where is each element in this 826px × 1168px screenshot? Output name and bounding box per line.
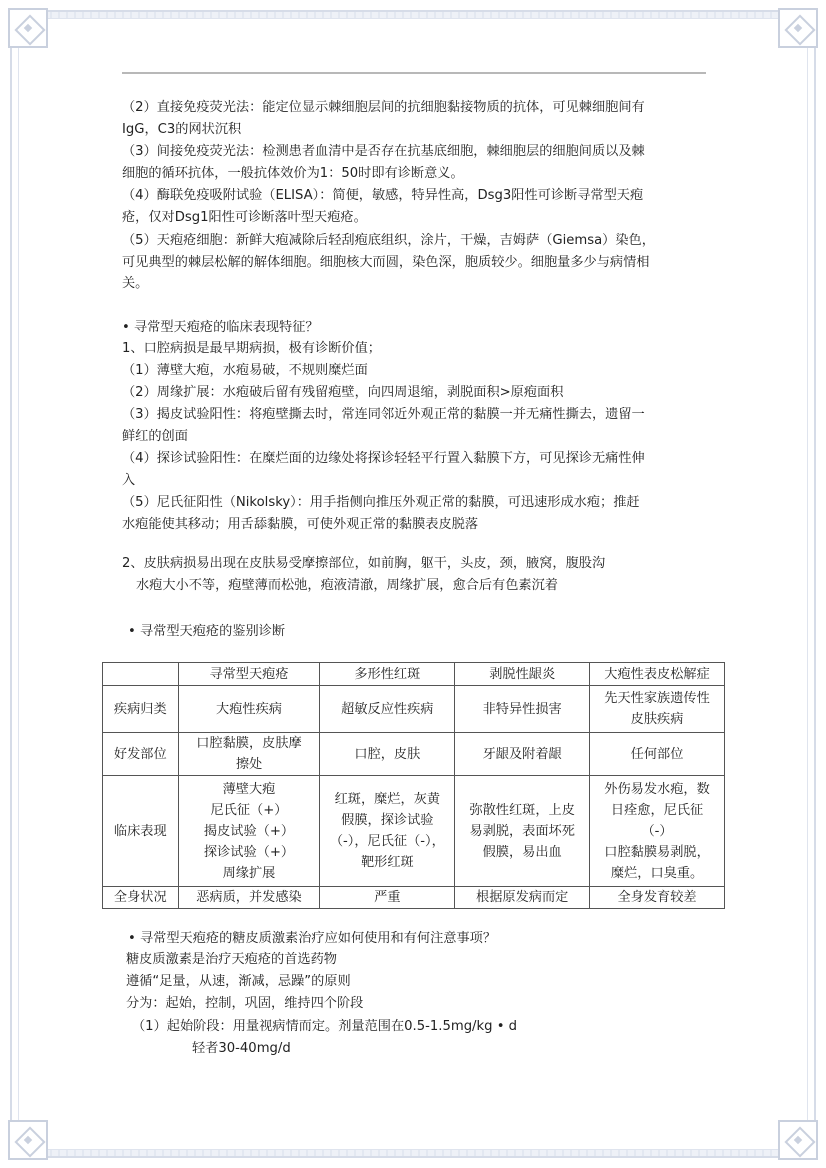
cell-line: 红斑，糜烂，灰黄	[334, 792, 441, 807]
cell-line: 恶病质，并发感染	[196, 890, 302, 905]
cell-line: 尼氏征（+）	[210, 802, 288, 818]
cell-line: 糜烂，口臭重。	[610, 865, 704, 881]
diagnosis-line-3: （3）间接免疫荧光法：检测患者血清中是否存在抗基底细胞，棘细胞层的细胞间质以及棘	[122, 144, 645, 159]
diagnosis-line-5: （4）酶联免疫吸附试验（ELISA）：简便，敏感，特异性高，Dsg3阳性可诊断寻常型天疱	[122, 188, 644, 203]
cell-line: 假膜，探诊试验	[341, 813, 434, 828]
cell-line: 非特异性损害	[482, 701, 562, 717]
cell-line: 任何部位	[630, 746, 684, 762]
cell-line: 日痊愈，尼氏征	[610, 802, 704, 818]
table-cell	[178, 776, 320, 887]
cell-line: 全身发育较差	[617, 890, 697, 905]
diagnosis-line-6: 疮，仅对Dsg1阳性可诊断落叶型天疱疮。	[122, 210, 367, 225]
clinical-line-5: 鲜红的创面	[122, 429, 188, 444]
table-cell	[320, 776, 455, 887]
clinical-line-7: 入	[122, 473, 136, 488]
steroid-heading: • 寻常型天疱疮的糖皮质激素治疗应如何使用和有何注意事项？	[128, 931, 497, 946]
cell-line: （-），尼氏征（-），	[329, 834, 445, 849]
table-header-cell	[103, 663, 179, 686]
table-cell	[320, 733, 455, 776]
clinical-line-2: （1）薄壁大疱，水疱易破，不规则糜烂面	[122, 363, 368, 378]
clinical-line-9: 水疱能使其移动；用舌舔黏膜，可使外观正常的黏膜表皮脱落	[122, 517, 479, 532]
cell-line: 擦处	[235, 757, 263, 772]
diagnosis-line-9: 关。	[122, 276, 149, 291]
clinical-heading: • 寻常型天疱疮的临床表现特征？	[122, 320, 319, 335]
cell-line: 口腔黏膜，皮肤摩	[196, 736, 302, 751]
corner-ornament-top-left	[8, 8, 48, 48]
cell-line: 易剥脱，表面坏死	[469, 823, 575, 839]
clinical-line-3: （2）周缘扩展：水疱破后留有残留疱壁，向四周退缩，剥脱面积>原疱面积	[122, 385, 564, 400]
table-cell	[178, 686, 320, 733]
table-cell	[178, 887, 320, 909]
table-header-cell: 大疱性表皮松解症	[590, 663, 725, 686]
table-cell	[455, 776, 590, 887]
table-cell	[590, 776, 725, 887]
diff-heading: • 寻常型天疱疮的鉴别诊断	[128, 624, 286, 639]
row-label: 好发部位	[103, 733, 179, 776]
cell-line: 口腔黏膜易剥脱，	[604, 844, 710, 860]
cell-line: 揭皮试验（+）	[203, 823, 295, 839]
table-header-cell: 多形性红斑	[320, 663, 455, 686]
header-rule	[122, 72, 706, 74]
table-cell	[455, 887, 590, 909]
table-header-cell: 剥脱性龈炎	[455, 663, 590, 686]
cell-line: 根据原发病而定	[476, 890, 569, 905]
corner-ornament-bottom-left	[8, 1120, 48, 1160]
cell-line: 大疱性疾病	[216, 701, 282, 717]
table-cell	[590, 887, 725, 909]
table-header-row	[103, 663, 725, 686]
cell-line: 口腔，皮肤	[354, 746, 421, 762]
cell-line: 探诊试验（+）	[203, 844, 295, 860]
cell-line: 严重	[374, 890, 401, 905]
cell-line: 超敏反应性疾病	[341, 701, 434, 717]
cell-line: 牙龈及附着龈	[482, 746, 562, 762]
cell-line: 靶形红斑	[360, 855, 414, 870]
clinical-line-1: 1、口腔病损是最早期病损，极有诊断价值；	[122, 341, 381, 356]
table-cell	[455, 733, 590, 776]
cell-line: 假膜，易出血	[482, 844, 562, 860]
clinical-line-6: （4）探诊试验阳性：在糜烂面的边缘处将探诊轻轻平行置入黏膜下方，可见探诊无痛性伸	[122, 451, 645, 466]
table-row	[103, 887, 725, 909]
row-label: 疾病归类	[103, 686, 179, 733]
row-label: 临床表现	[103, 776, 179, 887]
steroid-line-5: 轻者30-40mg/d	[192, 1041, 291, 1056]
table-row	[103, 776, 725, 887]
steroid-line-1: 糖皮质激素是治疗天疱疮的首选药物	[126, 952, 337, 967]
table-row	[103, 733, 725, 776]
steroid-line-4: （1）起始阶段：用量视病情而定。剂量范围在0.5-1.5mg/kg • d	[132, 1019, 518, 1034]
cell-line: 外伤易发水疱，数	[604, 781, 710, 797]
corner-ornament-top-right	[778, 8, 818, 48]
skin-line-2: 水疱大小不等，疱壁薄而松弛，疱液清澈，周缘扩展，愈合后有色素沉着	[136, 578, 558, 593]
cell-line: 皮肤疾病	[630, 712, 684, 727]
steroid-line-3: 分为：起始，控制，巩固，维持四个阶段	[126, 996, 364, 1011]
table-cell	[590, 733, 725, 776]
table-cell	[455, 686, 590, 733]
diagnosis-line-4: 细胞的循环抗体，一般抗体效价为1：50时即有诊断意义。	[122, 166, 464, 181]
skin-line-1: 2、皮肤病损易出现在皮肤易受摩擦部位，如前胸，躯干，头皮，颈，腋窝，腹股沟	[122, 556, 606, 571]
diagnosis-line-1: （2）直接免疫荧光法：能定位显示棘细胞层间的抗细胞黏接物质的抗体，可见棘细胞间有	[122, 100, 645, 115]
clinical-line-4: （3）揭皮试验阳性：将疱壁撕去时，常连同邻近外观正常的黏膜一并无痛性撕去，遗留一	[122, 407, 645, 422]
diagnosis-line-7: （5）天疱疮细胞：新鲜大疱减除后轻刮疱底组织，涂片，干燥，吉姆萨（Giemsa）染色，	[122, 233, 655, 248]
row-label: 全身状况	[103, 887, 179, 909]
table-header-cell: 寻常型天疱疮	[178, 663, 320, 686]
cell-line: 弥散性红斑，上皮	[469, 802, 575, 818]
cell-line: 周缘扩展	[222, 865, 276, 881]
clinical-line-8: （5）尼氏征阳性（Nikolsky）：用手指侧向推压外观正常的黏膜，可迅速形成水疱；推赶	[122, 495, 640, 510]
cell-line: （-）	[641, 823, 673, 839]
steroid-line-2: 遵循“足量，从速，渐减，忌躁”的原则	[126, 974, 351, 989]
diagnosis-line-2: IgG，C3的网状沉积	[122, 122, 242, 137]
cell-line: 薄壁大疱	[222, 781, 276, 797]
cell-line: 先天性家族遗传性	[604, 691, 710, 706]
table-cell	[590, 686, 725, 733]
corner-ornament-bottom-right	[778, 1120, 818, 1160]
table-cell	[320, 686, 455, 733]
table-cell	[320, 887, 455, 909]
diagnosis-line-8: 可见典型的棘层松解的解体细胞。细胞核大而圆，染色深，胞质较少。细胞量多少与病情相	[122, 255, 650, 270]
table-cell	[178, 733, 320, 776]
table-row	[103, 686, 725, 733]
differential-table	[102, 662, 725, 909]
